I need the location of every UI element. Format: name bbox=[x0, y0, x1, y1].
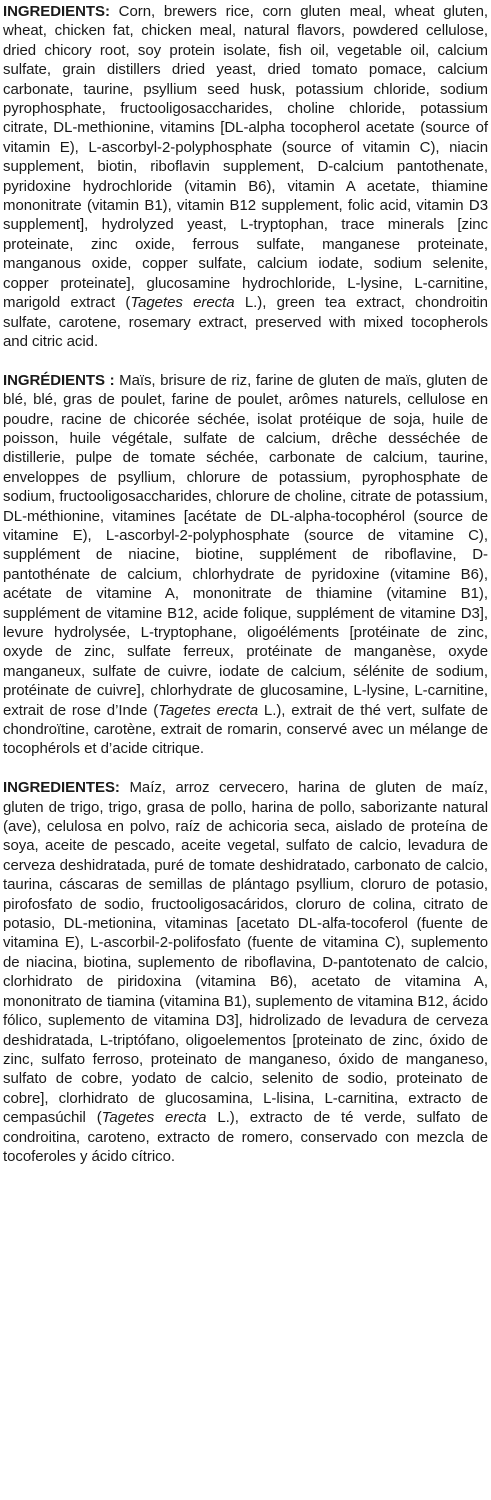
ingredients-french-scientific-name: Tagetes erecta bbox=[158, 701, 259, 719]
ingredients-french bbox=[3, 371, 488, 759]
ingredients-french-label: INGRÉDIENTS : bbox=[3, 371, 115, 389]
ingredients-english-text-end: L.), green tea extract, chondroitin sulfate, carotene, rosemary extract, preserved with mixed tocopherols and citric acid. bbox=[3, 294, 488, 350]
ingredients-spanish bbox=[3, 778, 488, 1166]
ingredients-english-text: Corn, brewers rice, corn gluten meal, wheat gluten, wheat, chicken fat, chicken meal, natural flavors, powdered cellulose, dried chicory root, soy protein isolate, fish oil, vegetable oil, calcium sulfate, grain distillers dried yeast, dried tomato pomace, calcium carbonate, taurine, psyllium seed husk, potassium chloride, sodium pyrophosphate, fructooligosaccharides, choline chloride, potassium citrate, DL-methionine, vitamins [DL-alpha tocopherol acetate (source of vitamin E), L-ascorbyl-2-polyphosphate (source of vitamin C), niacin supplement, biotin, riboflavin supplement, D-calcium pantothenate, pyridoxine hydrochloride (vitamin B6), vitamin A acetate, thiamine mononitrate (vitamin B1), vitamin B12 supplement, folic acid, vitamin D3 supplement], hydrolyzed yeast, L-tryptophan, trace minerals [zinc proteinate, zinc oxide, ferrous sulfate, manganese proteinate, manganous oxide, copper sulfate, calcium iodate, sodium selenite, copper proteinate], glucosamine hydrochloride, L-lysine, L-carnitine, marigold extract ( bbox=[3, 3, 488, 312]
ingredients-english bbox=[3, 2, 488, 351]
ingredients-spanish-scientific-name: Tagetes erecta bbox=[101, 1109, 207, 1127]
ingredients-french-text-end: L.), extrait de thé vert, sulfate de chondroïtine, carotène, extrait de romarin, conservé avec un mélange de tocophérols et d’acide citrique. bbox=[3, 701, 489, 758]
ingredients-english-label: INGREDIENTS: bbox=[3, 3, 110, 20]
ingredients-spanish-text: Maíz, arroz cervecero, harina de gluten de maíz, gluten de trigo, trigo, grasa de pollo, harina de pollo, saborizante natural (ave), celulosa en polvo, raíz de achicoria seca, aislado de proteína de soya, aceite de pescado, aceite vegetal, sulfato de calcio, levadura de cerveza deshidratada, puré de tomate deshidratado, carbonato de calcio, taurina, cáscaras de semillas de plántago psyllium, cloruro de potasio, pirofosfato de sodio, fructooligosacáridos, cloruro de colina, citrato de potasio, DL-metionina, vitaminas [acetato DL-alfa-tocoferol (fuente de vitamina E), L-ascorbil-2-polifosfato (fuente de vitamina C), suplemento de niacina, biotina, suplemento de riboflavina, D-pantotenato de calcio, clorhidrato de piridoxina (vitamina B6), acetato de vitamina A, mononitrato de tiamina (vitamina B1), suplemento de vitamina B12, ácido fólico, suplemento de vitamina D3], hidrolizado de levadura de cerveza deshidratada, L-triptófano, oligoelementos [proteinato de zinc, óxido de zinc, sulfato ferroso, proteinato de manganeso, óxido de manganeso, sulfato de cobre, yodato de calcio, selenito de sodio, proteinato de cobre], clorhidrato de glucosamina, L-lisina, L-carnitina, extracto de cempasúchil ( bbox=[3, 779, 488, 1127]
ingredients-english-scientific-name: Tagetes erecta bbox=[130, 294, 235, 312]
ingredients-spanish-text-end: L.), extracto de té verde, sulfato de condroitina, caroteno, extracto de romero, conservado con mezcla de tocoferoles y ácido cítrico. bbox=[3, 1109, 488, 1165]
ingredients-spanish-label: INGREDIENTES: bbox=[3, 779, 120, 797]
ingredients-french-text: Maïs, brisure de riz, farine de gluten de maïs, gluten de blé, blé, gras de poulet, farine de poulet, arômes naturels, cellulose en poudre, racine de chicorée séchée, isolat protéique de soja, huile de poisson, huile végétale, sulfate de calcium, drêche desséchée de distillerie, pulpe de tomate séchée, carbonate de calcium, taurine, enveloppes de psyllium, chlorure de potassium, pyrophosphate de sodium, fructooligosaccharides, chlorure de choline, citrate de potassium, DL-méthionine, vitamines [acétate de DL-alpha-tocophérol (source de vitamine E), L-ascorbyl-2-polyphosphate (source de vitamine C), supplément de niacine, biotine, supplément de riboflavine, D-pantothénate de calcium, chlorhydrate de pyridoxine (vitamine B6), acétate de vitamine A, mononitrate de thiamine (vitamine B1), supplément de vitamine B12, acide folique, supplément de vitamine D3], levure hydrolysée, L-tryptophane, oligoéléments [protéinate de zinc, oxyde de zinc, sulfate ferreux, protéinate de manganèse, oxyde manganeux, sulfate de cuivre, iodate de calcium, sélénite de sodium, protéinate de cuivre], chlorhydrate de glucosamine, L-lysine, L-carnitine, extrait de rose d’Inde ( bbox=[3, 371, 488, 719]
